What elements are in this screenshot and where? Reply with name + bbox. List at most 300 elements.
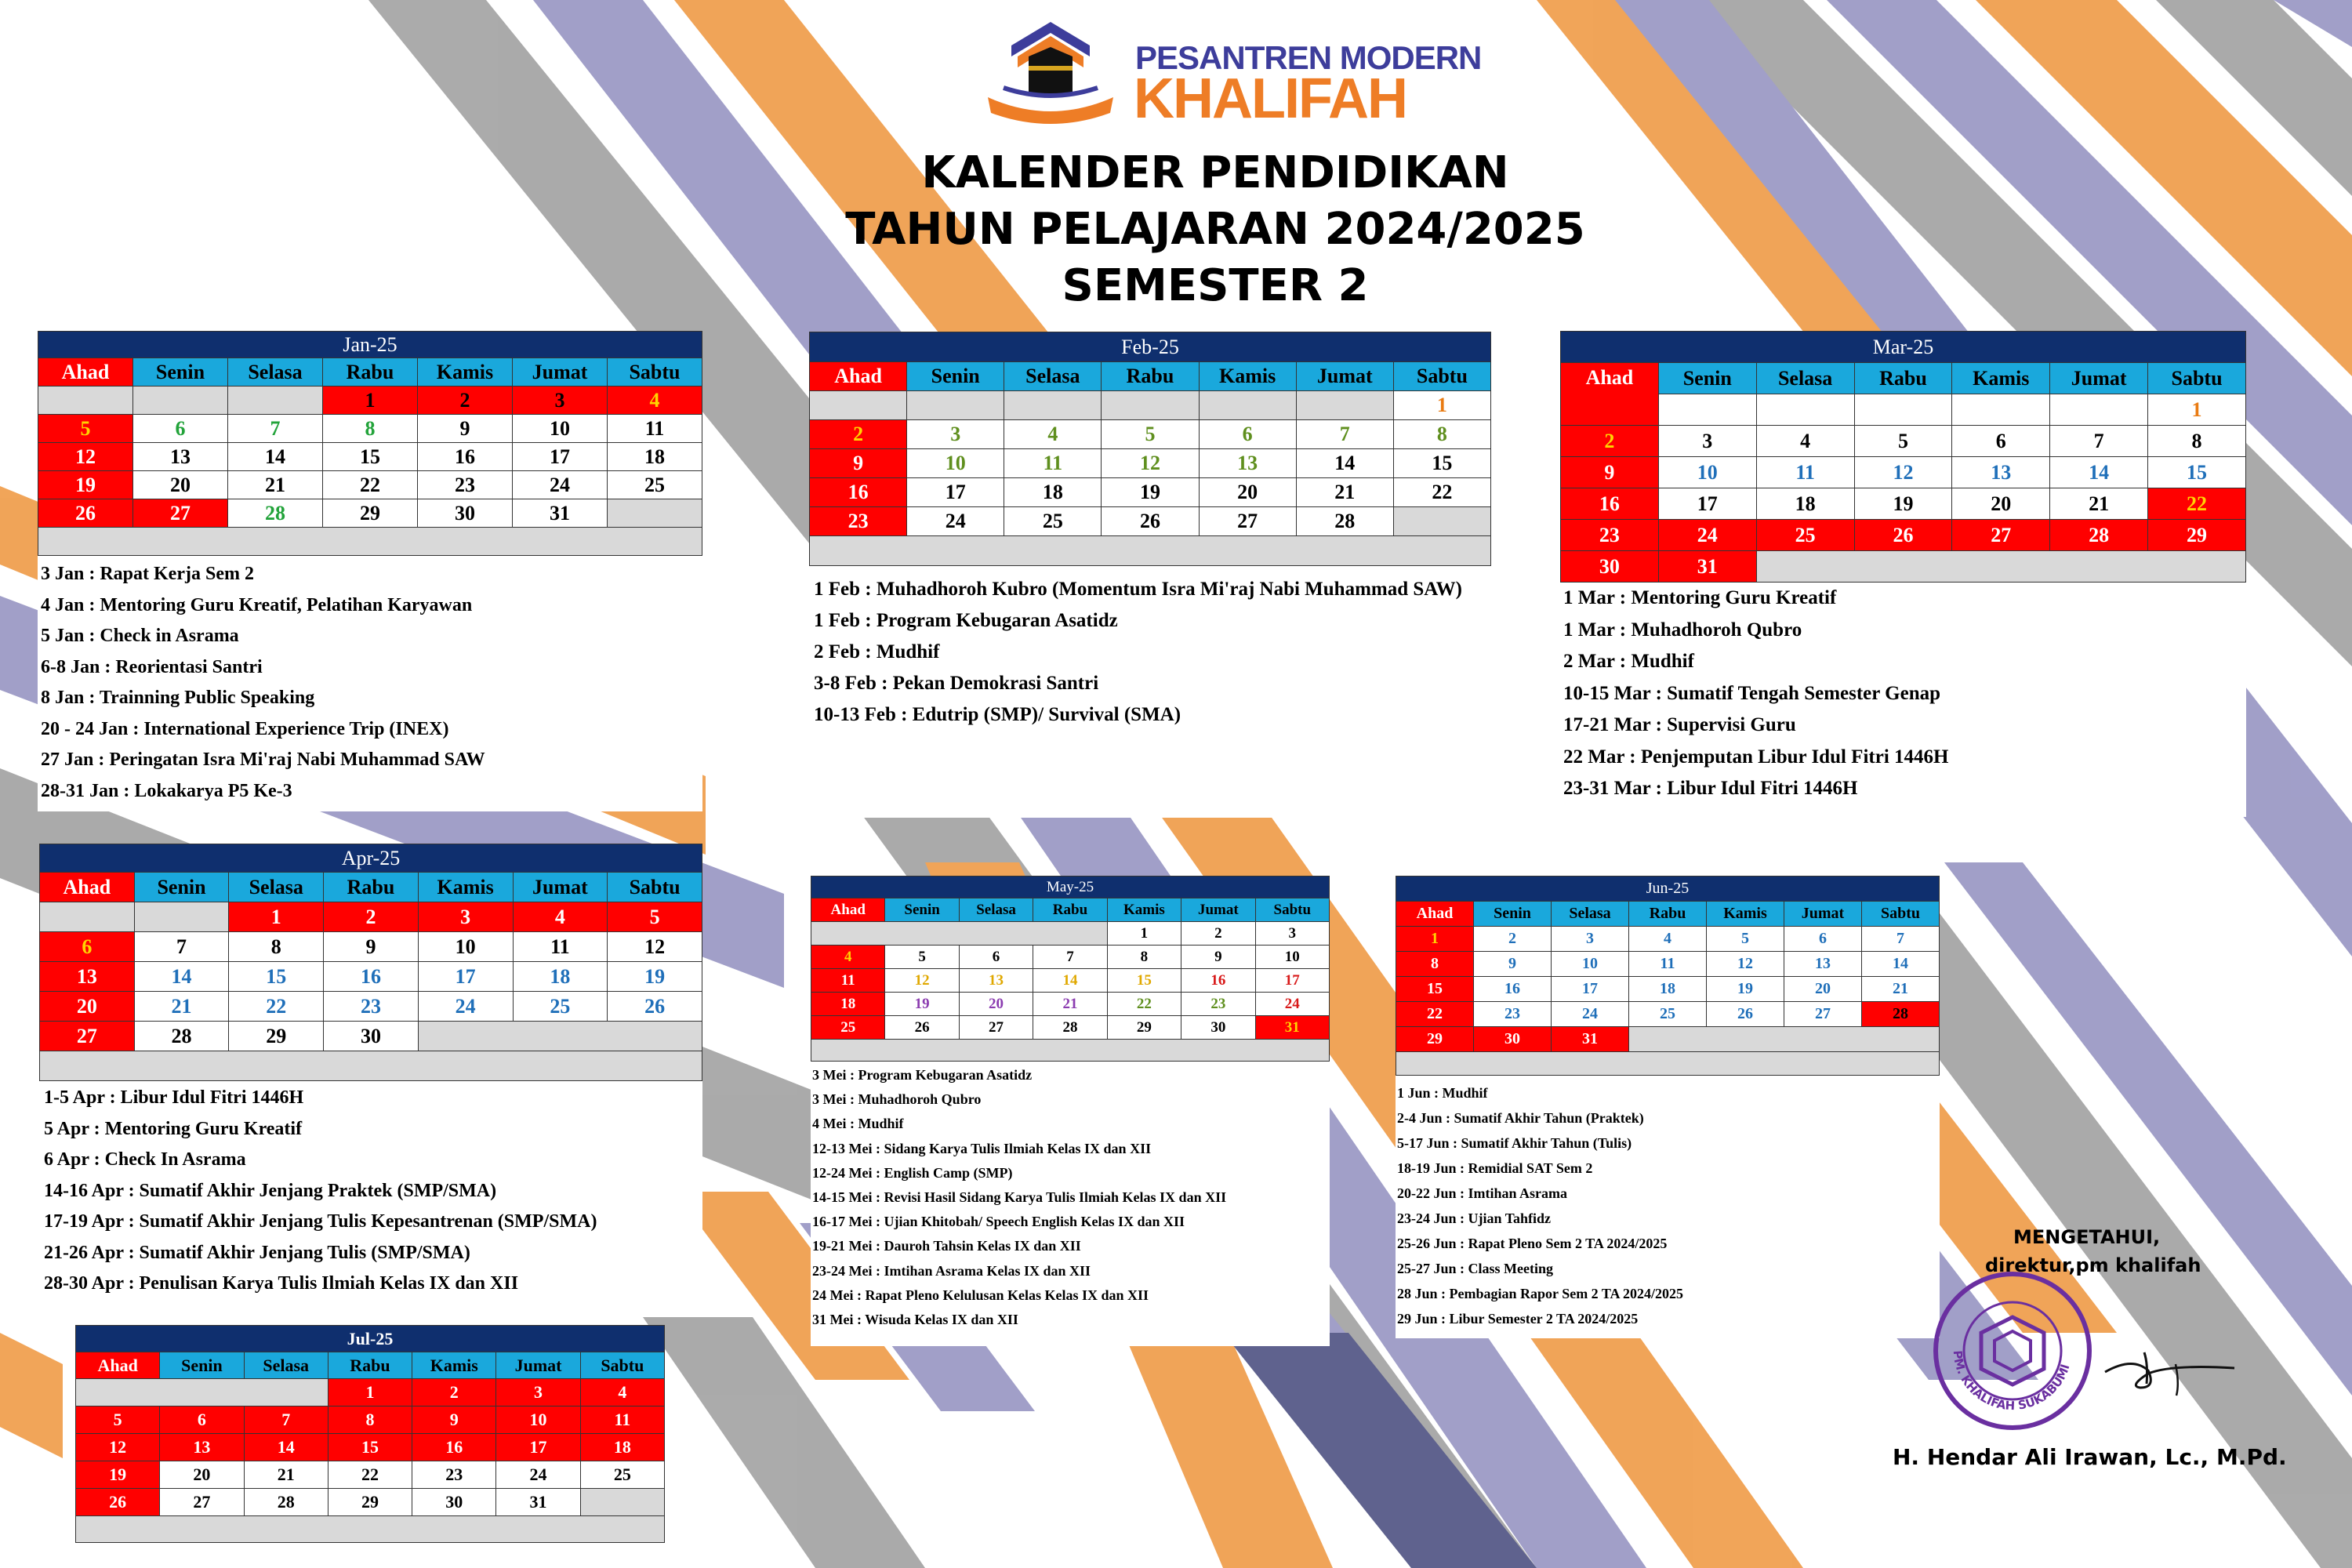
day-cell: 7 [1296,420,1393,449]
day-cell: 7 [134,932,229,962]
day-header-jumat: Jumat [2050,363,2148,394]
day-cell: 22 [229,992,324,1022]
day-cell: 24 [1552,1002,1629,1027]
day-cell: 14 [1033,969,1107,993]
day-header-ahad: Ahad [810,362,907,391]
day-cell: 17 [1552,977,1629,1002]
stamp-text: PM. KHALIFAH SUKABUMI [1950,1349,2073,1414]
svg-text:PM. KHALIFAH SUKABUMI [1951,1350,2073,1413]
note-item: 12-13 Mei : Sidang Karya Tulis Ilmiah Kelas IX dan XII [812,1140,1152,1156]
note-item: 16-17 Mei : Ujian Khitobah/ Speech English Kelas IX dan XII [812,1214,1185,1230]
day-cell: 15 [229,962,324,992]
empty-cell [810,391,907,420]
note-item: 23-24 Jun : Ujian Tahfidz [1397,1210,1552,1226]
empty-cell [1199,391,1296,420]
note-item: 25-26 Jun : Rapat Pleno Sem 2 TA 2024/2025 [1397,1236,1668,1251]
empty-cell [907,391,1004,420]
day-cell: 22 [328,1461,412,1489]
day-header-jumat: Jumat [513,873,608,902]
day-cell: 28 [1296,507,1393,536]
day-header-kamis: Kamis [1952,363,2050,394]
note-item: 10-15 Mar : Sumatif Tengah Semester Genap [1563,682,1941,704]
day-header-rabu: Rabu [1629,902,1707,927]
signer-name: H. Hendar Ali Irawan, Lc., M.Pd. [1893,1444,2287,1470]
day-cell: 19 [608,962,702,992]
day-cell: 23 [810,507,907,536]
page-title-line1: KALENDER PENDIDIKAN [921,147,1509,198]
note-item: 5 Jan : Check in Asrama [41,626,239,646]
notes-may [811,1062,1330,1332]
day-cell: 3 [1552,927,1629,952]
day-cell: 24 [513,471,608,499]
day-header-rabu: Rabu [1033,898,1107,922]
day-cell: 21 [1033,993,1107,1016]
day-cell: 27 [1199,507,1296,536]
day-cell: 16 [1181,969,1255,993]
note-item: 1 Mar : Muhadhoroh Qubro [1563,619,1802,641]
day-cell: 10 [1552,952,1629,977]
note-item: 28-30 Apr : Penulisan Karya Tulis Ilmiah Kelas IX dan XII [44,1273,519,1294]
day-cell: 15 [328,1434,412,1461]
day-cell: 4 [1756,426,1854,457]
day-cell: 8 [229,932,324,962]
day-cell: 11 [1756,457,1854,488]
day-cell: 23 [324,992,419,1022]
empty-cell [38,387,133,415]
day-cell: 15 [1107,969,1181,993]
note-item: 28-31 Jan : Lokakarya P5 Ke-3 [41,780,292,801]
day-cell: 20 [40,992,135,1022]
day-header-selasa: Selasa [1756,363,1854,394]
calendar-panel-jan [38,331,702,811]
day-cell: 23 [412,1461,496,1489]
day-header-selasa: Selasa [1552,902,1629,927]
day-cell: 19 [1854,488,1952,520]
day-cell: 7 [2050,426,2148,457]
month-title: Jun-25 [1396,877,1940,902]
day-cell: 1 [323,387,418,415]
day-cell: 28 [2050,520,2148,551]
logo-line2: KHALIFAH [1134,67,1406,130]
day-cell: 19 [885,993,959,1016]
day-cell: 1 [1393,391,1490,420]
empty-cell [1756,394,1854,426]
empty-cell [811,922,1108,946]
day-header-rabu: Rabu [328,1352,412,1379]
day-cell: 16 [324,962,419,992]
day-cell: 11 [608,415,702,443]
day-cell: 26 [1102,507,1199,536]
day-cell: 5 [38,415,133,443]
day-cell: 10 [496,1406,580,1434]
day-cell: 3 [1255,922,1329,946]
day-cell: 22 [2148,488,2246,520]
note-item: 24 Mei : Rapat Pleno Kelulusan Kelas Kelas IX dan XII [812,1287,1149,1303]
day-header-senin: Senin [133,358,228,387]
day-header-jumat: Jumat [1784,902,1862,927]
day-cell: 2 [324,902,419,932]
day-cell: 1 [229,902,324,932]
day-cell: 4 [811,946,885,969]
day-cell: 8 [1107,946,1181,969]
day-cell: 13 [133,443,228,471]
day-cell: 29 [229,1022,324,1051]
day-header-ahad: Ahad [40,873,135,902]
day-cell: 11 [1004,449,1102,478]
calendar-apr [39,844,702,1081]
month-title: Mar-25 [1561,332,2246,363]
note-item: 1 Mar : Mentoring Guru Kreatif [1563,587,1837,608]
day-cell: 11 [1629,952,1707,977]
day-cell: 13 [1784,952,1862,977]
day-cell: 14 [244,1434,328,1461]
day-cell: 2 [1181,922,1255,946]
day-cell: 25 [580,1461,664,1489]
notes-jun [1396,1076,1940,1331]
day-cell: 3 [513,387,608,415]
day-cell: 4 [513,902,608,932]
day-cell: 14 [1296,449,1393,478]
day-cell: 15 [1393,449,1490,478]
empty-cell [1952,394,2050,426]
day-cell: 9 [412,1406,496,1434]
day-cell: 21 [134,992,229,1022]
day-cell: 25 [1629,1002,1707,1027]
day-header-senin: Senin [1474,902,1552,927]
empty-cell [1756,551,2245,583]
day-cell: 24 [907,507,1004,536]
day-cell: 4 [580,1379,664,1406]
notes-mar [1560,583,2246,805]
day-cell: 2 [418,387,513,415]
month-title: Apr-25 [40,844,702,873]
day-cell: 12 [1854,457,1952,488]
day-header-senin: Senin [160,1352,244,1379]
day-cell: 27 [133,499,228,528]
signature-icon [2101,1341,2242,1403]
day-cell: 21 [244,1461,328,1489]
empty-cell [1393,507,1490,536]
day-cell: 5 [885,946,959,969]
day-cell: 17 [1255,969,1329,993]
day-cell: 28 [1862,1002,1940,1027]
note-item: 8 Jan : Trainning Public Speaking [41,688,315,708]
day-cell: 18 [811,993,885,1016]
day-cell: 28 [1033,1016,1107,1040]
day-cell: 10 [1255,946,1329,969]
day-cell: 20 [1952,488,2050,520]
day-header-sabtu: Sabtu [580,1352,664,1379]
day-cell: 31 [1255,1016,1329,1040]
day-cell: 12 [608,932,702,962]
day-cell: 1 [2148,394,2246,426]
day-header-ahad: Ahad [811,898,885,922]
day-cell: 27 [160,1489,244,1516]
calendar-jul [75,1325,665,1543]
day-cell: 24 [496,1461,580,1489]
day-cell: 30 [412,1489,496,1516]
spacer-row [76,1516,665,1543]
note-item: 20 - 24 Jan : International Experience Trip (INEX) [41,718,449,739]
day-header-selasa: Selasa [228,358,323,387]
day-cell: 20 [1784,977,1862,1002]
spacer-row [811,1040,1330,1062]
day-cell: 17 [418,962,513,992]
day-cell: 26 [608,992,702,1022]
empty-cell [1296,391,1393,420]
day-cell: 7 [228,415,323,443]
day-cell: 27 [40,1022,135,1051]
calendar-feb [809,332,1491,566]
empty-cell [1004,391,1102,420]
day-cell: 8 [323,415,418,443]
day-cell: 5 [608,902,702,932]
month-title: Jan-25 [38,332,702,358]
day-cell: 20 [959,993,1033,1016]
day-header-rabu: Rabu [1854,363,1952,394]
day-cell: 18 [580,1434,664,1461]
note-item: 1 Feb : Muhadhoroh Kubro (Momentum Isra Mi'raj Nabi Muhammad SAW) [814,579,1462,600]
spacer-row [810,536,1491,566]
note-item: 5-17 Jun : Sumatif Akhir Tahun (Tulis) [1397,1135,1632,1151]
day-cell: 23 [1181,993,1255,1016]
empty-cell [133,387,228,415]
note-item: 23-31 Mar : Libur Idul Fitri 1446H [1563,778,1858,799]
day-cell: 10 [907,449,1004,478]
day-cell: 9 [1474,952,1552,977]
day-header-ahad: Ahad [38,358,133,387]
day-header-selasa: Selasa [1004,362,1102,391]
day-cell: 21 [1296,478,1393,507]
day-cell: 13 [1199,449,1296,478]
day-cell: 30 [418,499,513,528]
day-header-jumat: Jumat [1181,898,1255,922]
day-cell: 14 [134,962,229,992]
day-header-kamis: Kamis [418,358,513,387]
empty-cell [134,902,229,932]
day-cell: 13 [959,969,1033,993]
day-header-kamis: Kamis [1107,898,1181,922]
day-cell: 4 [608,387,702,415]
day-cell: 28 [228,499,323,528]
empty-cell [580,1489,664,1516]
day-cell: 18 [513,962,608,992]
day-cell: 30 [1474,1027,1552,1052]
day-cell: 9 [810,449,907,478]
day-cell: 7 [1862,927,1940,952]
note-item: 3 Mei : Program Kebugaran Asatidz [812,1067,1033,1083]
day-cell: 9 [324,932,419,962]
empty-cell [1102,391,1199,420]
calendar-panel-jul [75,1325,665,1544]
day-cell: 6 [1199,420,1296,449]
day-cell: 23 [418,471,513,499]
calendar-mar [1560,331,2246,583]
day-cell: 8 [2148,426,2246,457]
day-cell: 17 [496,1434,580,1461]
day-cell: 8 [328,1406,412,1434]
day-header-selasa: Selasa [244,1352,328,1379]
day-cell: 25 [1004,507,1102,536]
stamp-icon [1930,1269,2095,1433]
day-cell: 29 [328,1489,412,1516]
day-cell: 28 [244,1489,328,1516]
day-cell: 13 [1952,457,2050,488]
day-cell: 29 [323,499,418,528]
spacer-row [40,1051,702,1081]
day-cell: 13 [40,962,135,992]
note-item: 12-24 Mei : English Camp (SMP) [812,1164,1013,1181]
day-cell: 8 [1396,952,1474,977]
note-item: 21-26 Apr : Sumatif Akhir Jenjang Tulis (SMP/SMA) [44,1242,470,1263]
day-header-kamis: Kamis [1707,902,1784,927]
day-cell: 8 [1393,420,1490,449]
day-cell: 28 [134,1022,229,1051]
day-cell: 18 [608,443,702,471]
day-cell: 31 [1658,551,1756,583]
day-cell: 23 [1474,1002,1552,1027]
day-cell: 24 [1255,993,1329,1016]
day-cell: 26 [885,1016,959,1040]
day-cell: 25 [1756,520,1854,551]
note-item: 17-21 Mar : Supervisi Guru [1563,714,1796,735]
day-cell: 15 [323,443,418,471]
page-title-line2: TAHUN PELAJARAN 2024/2025 [845,204,1585,255]
day-cell: 6 [959,946,1033,969]
empty-cell [608,499,702,528]
day-cell: 25 [608,471,702,499]
day-cell: 11 [513,932,608,962]
day-cell: 24 [1658,520,1756,551]
note-item: 14-15 Mei : Revisi Hasil Sidang Karya Tulis Ilmiah Kelas IX dan XII [812,1189,1227,1206]
day-cell: 2 [1561,426,1659,457]
calendar-panel-jun [1396,876,1940,1338]
day-header-selasa: Selasa [959,898,1033,922]
day-cell: 26 [1854,520,1952,551]
day-cell: 1 [1107,922,1181,946]
day-header-kamis: Kamis [418,873,513,902]
day-cell: 3 [1658,426,1756,457]
day-cell: 29 [2148,520,2246,551]
note-item: 2 Feb : Mudhif [814,641,940,662]
day-header-senin: Senin [1658,363,1756,394]
day-cell: 4 [1004,420,1102,449]
day-cell: 16 [1561,488,1659,520]
day-cell: 25 [513,992,608,1022]
day-cell: 10 [1658,457,1756,488]
day-cell: 20 [1199,478,1296,507]
day-cell: 3 [907,420,1004,449]
day-cell: 24 [418,992,513,1022]
empty-cell [76,1379,328,1406]
day-header-jumat: Jumat [1296,362,1393,391]
day-cell: 20 [160,1461,244,1489]
day-header-ahad: Ahad [1396,902,1474,927]
day-cell: 10 [513,415,608,443]
day-cell: 17 [513,443,608,471]
note-item: 3 Jan : Rapat Kerja Sem 2 [41,564,254,584]
empty-cell [418,1022,702,1051]
day-cell: 25 [811,1016,885,1040]
day-cell: 5 [1102,420,1199,449]
day-cell: 19 [1707,977,1784,1002]
note-item: 4 Mei : Mudhif [812,1116,904,1132]
day-header-selasa: Selasa [229,873,324,902]
note-item: 31 Mei : Wisuda Kelas IX dan XII [812,1312,1018,1328]
day-cell: 18 [1629,977,1707,1002]
day-header-jumat: Jumat [513,358,608,387]
day-header-rabu: Rabu [323,358,418,387]
day-cell: 21 [1862,977,1940,1002]
note-item: 20-22 Jun : Imtihan Asrama [1397,1185,1568,1201]
mengetahui-label: MENGETAHUI, [2013,1226,2161,1248]
day-cell: 30 [324,1022,419,1051]
day-cell: 22 [323,471,418,499]
day-header-sabtu: Sabtu [1255,898,1329,922]
day-header-sabtu: Sabtu [1862,902,1940,927]
day-cell: 11 [580,1406,664,1434]
day-cell: 9 [1181,946,1255,969]
day-cell: 3 [418,902,513,932]
day-cell: 19 [76,1461,160,1489]
day-header-ahad: Ahad [1561,363,1659,426]
note-item: 2-4 Jun : Sumatif Akhir Tahun (Praktek) [1397,1110,1644,1126]
day-cell: 18 [1004,478,1102,507]
day-header-senin: Senin [134,873,229,902]
day-cell: 14 [2050,457,2148,488]
day-cell: 17 [907,478,1004,507]
day-cell: 16 [1474,977,1552,1002]
note-item: 10-13 Feb : Edutrip (SMP)/ Survival (SMA) [814,704,1181,725]
day-header-ahad: Ahad [76,1352,160,1379]
note-item: 2 Mar : Mudhif [1563,651,1694,672]
note-item: 6 Apr : Check In Asrama [44,1149,246,1170]
calendar-panel-mar [1560,331,2246,817]
page-title-line3: SEMESTER 2 [1062,260,1369,311]
day-cell: 11 [811,969,885,993]
day-cell: 26 [1707,1002,1784,1027]
calendar-panel-apr [39,844,702,1306]
day-cell: 12 [76,1434,160,1461]
day-cell: 6 [160,1406,244,1434]
day-cell: 6 [1952,426,2050,457]
calendar-jun [1396,876,1940,1076]
logo [972,16,1482,133]
month-title: Feb-25 [810,332,1491,362]
day-cell: 9 [1561,457,1659,488]
day-cell: 1 [328,1379,412,1406]
day-cell: 18 [1756,488,1854,520]
day-cell: 29 [1396,1027,1474,1052]
note-item: 17-19 Apr : Sumatif Akhir Jenjang Tulis Kepesantrenan (SMP/SMA) [44,1211,597,1232]
note-item: 6-8 Jan : Reorientasi Santri [41,656,263,677]
day-cell: 5 [1707,927,1784,952]
day-cell: 31 [513,499,608,528]
day-header-sabtu: Sabtu [1393,362,1490,391]
note-item: 5 Apr : Mentoring Guru Kreatif [44,1118,303,1139]
day-cell: 12 [885,969,959,993]
empty-cell [1854,394,1952,426]
day-cell: 9 [418,415,513,443]
note-item: 1-5 Apr : Libur Idul Fitri 1446H [44,1087,304,1108]
day-cell: 19 [38,471,133,499]
day-cell: 16 [810,478,907,507]
day-header-senin: Senin [885,898,959,922]
day-cell: 7 [244,1406,328,1434]
empty-cell [2050,394,2148,426]
notes-apr [39,1081,702,1300]
day-header-jumat: Jumat [496,1352,580,1379]
